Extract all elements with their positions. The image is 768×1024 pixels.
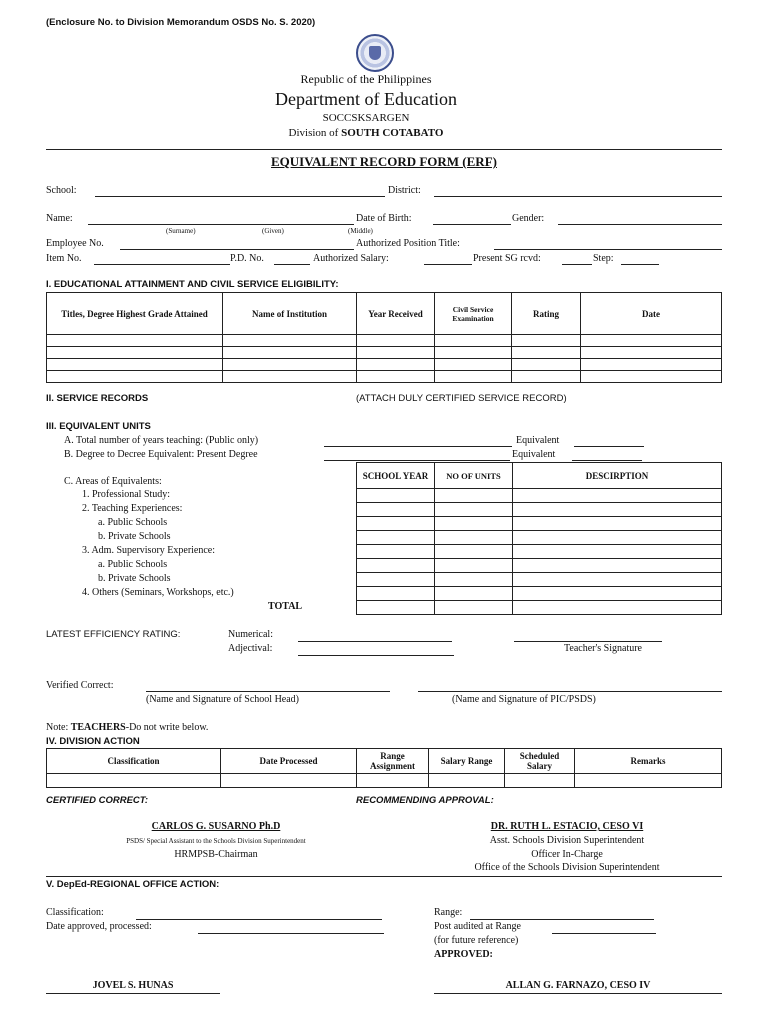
section5-title: V. DepEd-REGIONAL OFFICE ACTION:	[46, 879, 220, 890]
left-final-signatory: JOVEL S. HUNAS	[92, 980, 174, 991]
equivalent-units-table	[356, 462, 722, 615]
date-approved-field[interactable]	[198, 933, 384, 934]
authorized-position-label: Authorized Position Title:	[356, 238, 460, 249]
section2-title: II. SERVICE RECORDS	[46, 393, 149, 404]
col-scheduled-salary: Scheduled Salary	[505, 749, 575, 774]
district-label: District:	[388, 185, 421, 196]
table-row[interactable]	[357, 503, 722, 517]
department-title: Department of Education	[275, 89, 457, 109]
col-no-of-units: NO OF UNITS	[435, 463, 513, 489]
years-teaching-label: A. Total number of years teaching: (Public only)	[64, 435, 259, 446]
table-row[interactable]	[357, 573, 722, 587]
present-sg-field[interactable]	[562, 264, 592, 265]
adm-public-label: a. Public Schools	[98, 559, 168, 570]
school-head-field[interactable]	[146, 691, 390, 692]
employee-no-field[interactable]	[120, 249, 354, 250]
efficiency-label: LATEST EFFICIENCY RATING:	[46, 629, 181, 640]
teaching-private-label: b. Private Schools	[98, 531, 171, 542]
surname-hint: (Surname)	[166, 227, 196, 235]
col-titles: Titles, Degree Highest Grade Attained	[47, 293, 223, 335]
region-line: SOCCSKSARGEN	[322, 112, 410, 124]
left-signatory-title1: PSDS/ Special Assistant to the Schools Division Superintendent	[126, 837, 306, 845]
post-audited-label: Post audited at Range	[434, 921, 521, 932]
name-label: Name:	[46, 213, 73, 224]
teaching-experiences-label: 2. Teaching Experiences:	[82, 503, 183, 514]
employee-no-label: Employee No.	[46, 238, 104, 249]
post-audited-field[interactable]	[552, 933, 656, 934]
degree-equivalent-label: Equivalent	[512, 449, 556, 460]
col-rating: Rating	[512, 293, 581, 335]
school-field[interactable]	[95, 196, 385, 197]
right-signatory-name: DR. RUTH L. ESTACIO, CESO VI	[490, 821, 644, 832]
col-remarks: Remarks	[575, 749, 722, 774]
table-row[interactable]	[357, 489, 722, 503]
pic-field[interactable]	[418, 691, 722, 692]
range-field[interactable]	[470, 919, 654, 920]
table-row[interactable]	[47, 774, 722, 788]
gender-label: Gender:	[512, 213, 545, 224]
right-signatory-title3: Office of the Schools Division Superintendent	[474, 862, 660, 873]
authorized-salary-field[interactable]	[424, 264, 472, 265]
division-action-table	[46, 748, 722, 788]
step-label: Step:	[593, 253, 614, 264]
section2-note: (ATTACH DULY CERTIFIED SERVICE RECORD)	[356, 393, 567, 404]
section5-rule	[46, 876, 722, 877]
range-label: Range:	[434, 907, 463, 918]
table-row[interactable]	[357, 545, 722, 559]
gender-field[interactable]	[558, 224, 722, 225]
pd-no-field[interactable]	[274, 264, 310, 265]
col-date-processed: Date Processed	[221, 749, 357, 774]
adm-supervisory-label: 3. Adm. Supervisory Experience:	[82, 545, 216, 556]
col-classification: Classification	[47, 749, 221, 774]
table-row[interactable]	[357, 531, 722, 545]
verified-label: Verified Correct:	[46, 680, 114, 691]
years-equivalent-field[interactable]	[574, 446, 644, 447]
enclosure-note: (Enclosure No. to Division Memorandum OSDS No. S. 2020)	[46, 17, 316, 28]
classification-field[interactable]	[136, 919, 382, 920]
left-final-signature-line[interactable]	[46, 993, 220, 994]
present-sg-label: Present SG rcvd:	[473, 253, 541, 264]
numerical-label: Numerical:	[228, 629, 273, 640]
areas-label: C. Areas of Equivalents:	[64, 476, 162, 487]
degree-label: B. Degree to Decree Equivalent: Present Degree	[64, 449, 258, 460]
others-label: 4. Others (Seminars, Workshops, etc.)	[82, 587, 234, 598]
middle-hint: (Middle)	[348, 227, 373, 235]
future-reference-label: (for future reference)	[434, 935, 519, 946]
left-signatory-title2: HRMPSB-Chairman	[174, 849, 258, 860]
item-no-field[interactable]	[94, 264, 230, 265]
right-final-signatory: ALLAN G. FARNAZO, CESO IV	[505, 980, 651, 991]
col-salary-range: Salary Range	[429, 749, 505, 774]
numerical-field[interactable]	[298, 641, 452, 642]
col-institution: Name of Institution	[223, 293, 357, 335]
deped-seal-icon	[356, 34, 394, 72]
table-row[interactable]	[357, 601, 722, 615]
right-signatory-title2: Officer In-Charge	[531, 849, 603, 860]
years-equivalent-label: Equivalent	[516, 435, 560, 446]
left-signatory-name: CARLOS G. SUSARNO Ph.D	[151, 821, 281, 832]
name-field[interactable]	[88, 224, 354, 225]
table-row[interactable]	[47, 347, 722, 359]
authorized-position-field[interactable]	[494, 249, 722, 250]
approved-label: APPROVED:	[434, 949, 493, 960]
teacher-signature-field[interactable]	[514, 641, 662, 642]
district-field[interactable]	[434, 196, 722, 197]
authorized-salary-label: Authorized Salary:	[313, 253, 389, 264]
right-final-signature-line[interactable]	[434, 993, 722, 994]
certified-correct-label: CERTIFIED CORRECT:	[46, 795, 149, 806]
degree-equivalent-field[interactable]	[572, 460, 642, 461]
education-table	[46, 292, 722, 383]
section4-title: IV. DIVISION ACTION	[46, 736, 140, 747]
table-row[interactable]	[357, 559, 722, 573]
classification-label: Classification:	[46, 907, 104, 918]
total-label: TOTAL	[268, 601, 303, 612]
given-hint: (Given)	[262, 227, 284, 235]
table-row[interactable]	[47, 359, 722, 371]
recommending-approval-label: RECOMMENDING APPROVAL:	[356, 795, 494, 806]
years-teaching-field[interactable]	[324, 446, 512, 447]
teaching-public-label: a. Public Schools	[98, 517, 168, 528]
header-rule	[46, 149, 722, 150]
dob-field[interactable]	[433, 224, 511, 225]
dob-label: Date of Birth:	[356, 213, 412, 224]
section3-title: III. EQUIVALENT UNITS	[46, 421, 151, 432]
col-school-year: SCHOOL YEAR	[357, 463, 435, 489]
pd-no-label: P.D. No.	[230, 253, 264, 264]
school-label: School:	[46, 185, 77, 196]
professional-study-label: 1. Professional Study:	[82, 489, 171, 500]
degree-field[interactable]	[324, 460, 510, 461]
item-no-label: Item No.	[46, 253, 82, 264]
col-date: Date	[581, 293, 722, 335]
section1-title: I. EDUCATIONAL ATTAINMENT AND CIVIL SERVICE ELIGIBILITY:	[46, 279, 339, 290]
right-signatory-title1: Asst. Schools Division Superintendent	[489, 835, 645, 846]
pic-label: (Name and Signature of PIC/PSDS)	[452, 694, 596, 705]
table-row[interactable]	[47, 335, 722, 347]
form-title: EQUIVALENT RECORD FORM (ERF)	[271, 154, 497, 169]
school-head-label: (Name and Signature of School Head)	[146, 694, 300, 705]
adjectival-field[interactable]	[298, 655, 454, 656]
date-approved-label: Date approved, processed:	[46, 921, 152, 932]
republic-line: Republic of the Philippines	[300, 72, 432, 86]
step-field[interactable]	[621, 264, 659, 265]
table-row[interactable]	[47, 371, 722, 383]
teacher-signature-label: Teacher's Signature	[563, 643, 642, 654]
col-civil-service: Civil Service Examination	[435, 293, 512, 335]
teachers-note: Note: TEACHERS-Do not write below.	[46, 722, 209, 733]
col-description: DESCIRPTION	[513, 463, 722, 489]
col-year-received: Year Received	[357, 293, 435, 335]
adjectival-label: Adjectival:	[228, 643, 273, 654]
adm-private-label: b. Private Schools	[98, 573, 171, 584]
table-row[interactable]	[357, 587, 722, 601]
table-row[interactable]	[357, 517, 722, 531]
division-line: Division of SOUTH COTABATO	[288, 127, 444, 139]
col-range-assignment: Range Assignment	[357, 749, 429, 774]
